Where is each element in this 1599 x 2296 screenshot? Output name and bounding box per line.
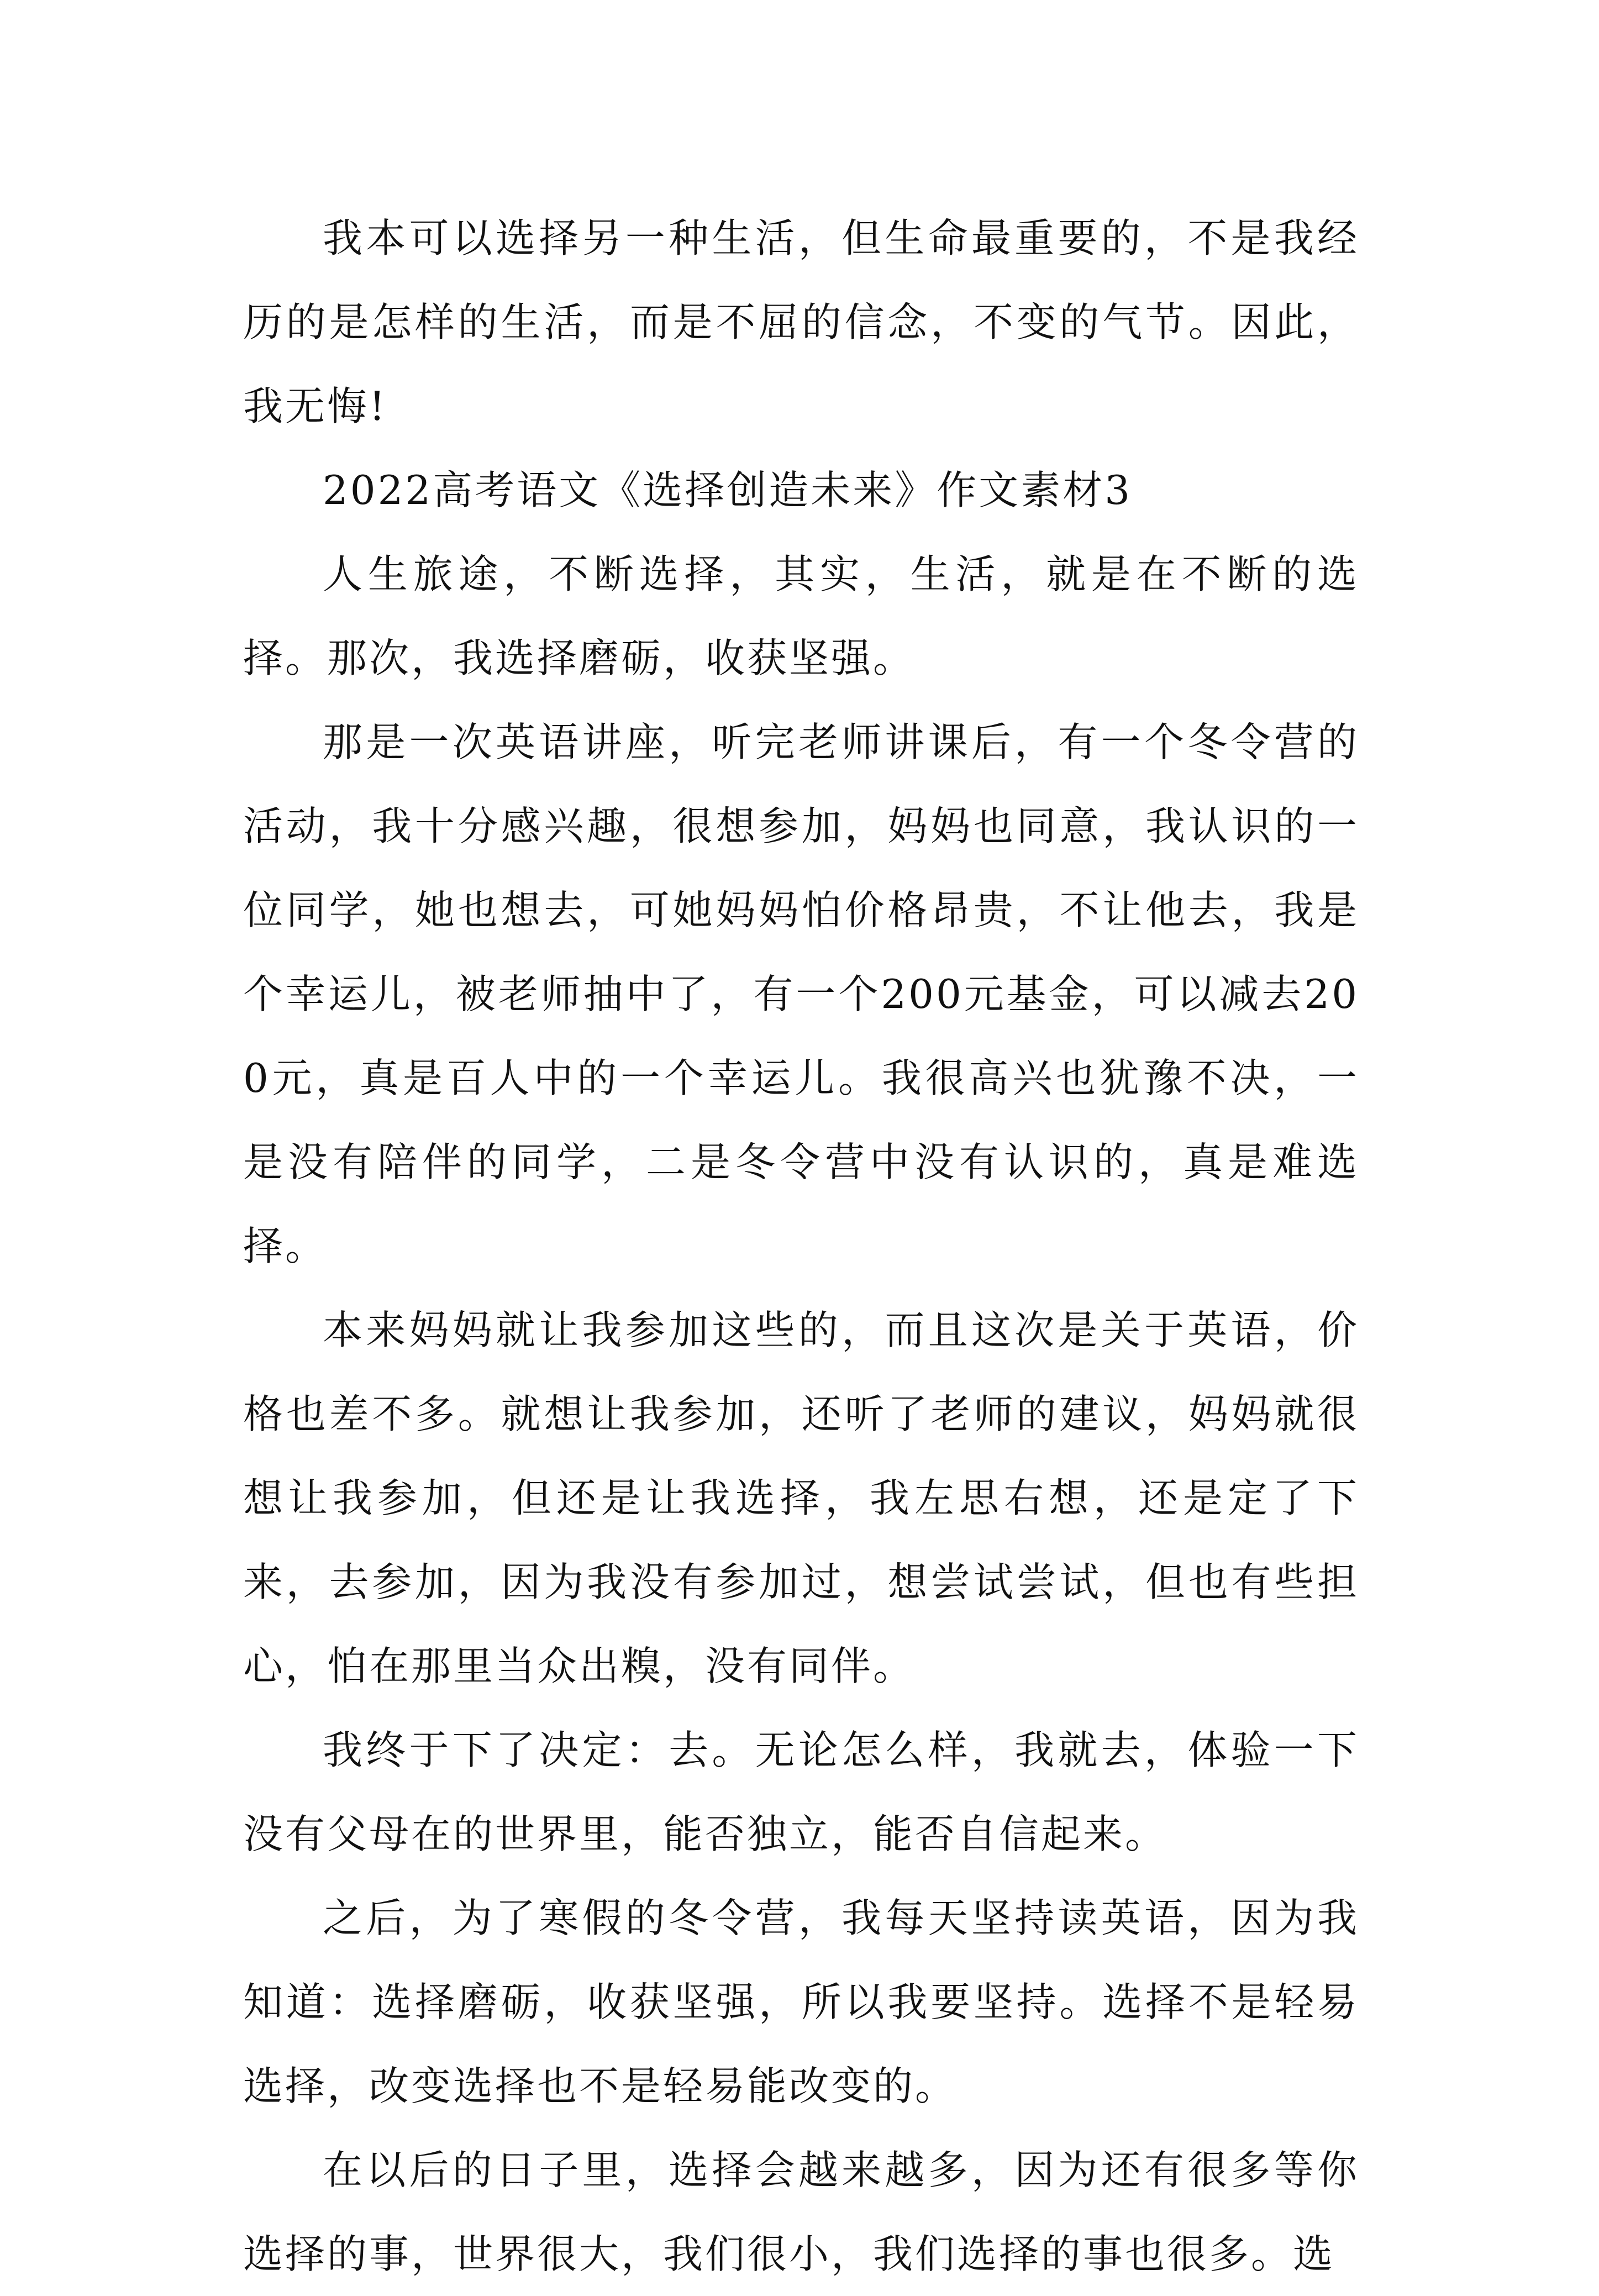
- paragraph-no-regret: 我本可以选择另一种生活，但生命最重要的，不是我经历的是怎样的生活，而是不屈的信念，不变的气节。因此，我无悔!: [243, 215, 1359, 429]
- paragraph-life-journey: 人生旅途，不断选择，其实，生活，就是在不断的选择。那次，我选择磨砺，收获坚强。: [243, 551, 1359, 681]
- paragraph-english-lecture: 那是一次英语讲座，听完老师讲课后，有一个冬令营的活动，我十分感兴趣，很想参加，妈妈也同意，我认识的一位同学，她也想去，可她妈妈怕价格昂贵，不让他去，我是个幸运儿，被老师抽中了，有一个200元基金，可以减去200元，真是百人中的一个幸运儿。我很高兴也犹豫不决，一是没有陪伴的同学，二是冬令营中没有认识的，真是难选择。: [243, 719, 1359, 1269]
- paragraph-decision: 我终于下了决定：去。无论怎么样，我就去，体验一下没有父母在的世界里，能否独立，能否自信起来。: [243, 1727, 1359, 1857]
- document-body: [243, 196, 1359, 2296]
- section-heading: 2022高考语文《选择创造未来》作文素材3: [323, 467, 1133, 513]
- paragraph-future-choices: 在以后的日子里，选择会越来越多，因为还有很多等你选择的事，世界很大，我们很小，我们选择的事也很多。选: [243, 2147, 1359, 2277]
- paragraph-mother-choice: 本来妈妈就让我参加这些的，而且这次是关于英语，价格也差不多。就想让我参加，还听了老师的建议，妈妈就很想让我参加，但还是让我选择，我左思右想，还是定了下来，去参加，因为我没有参加过，想尝试尝试，但也有些担心，怕在那里当众出糗，没有同伴。: [243, 1307, 1359, 1689]
- paragraph-persistence: 之后，为了寒假的冬令营，我每天坚持读英语，因为我知道：选择磨砺，收获坚强，所以我要坚持。选择不是轻易选择，改变选择也不是轻易能改变的。: [243, 1895, 1359, 2109]
